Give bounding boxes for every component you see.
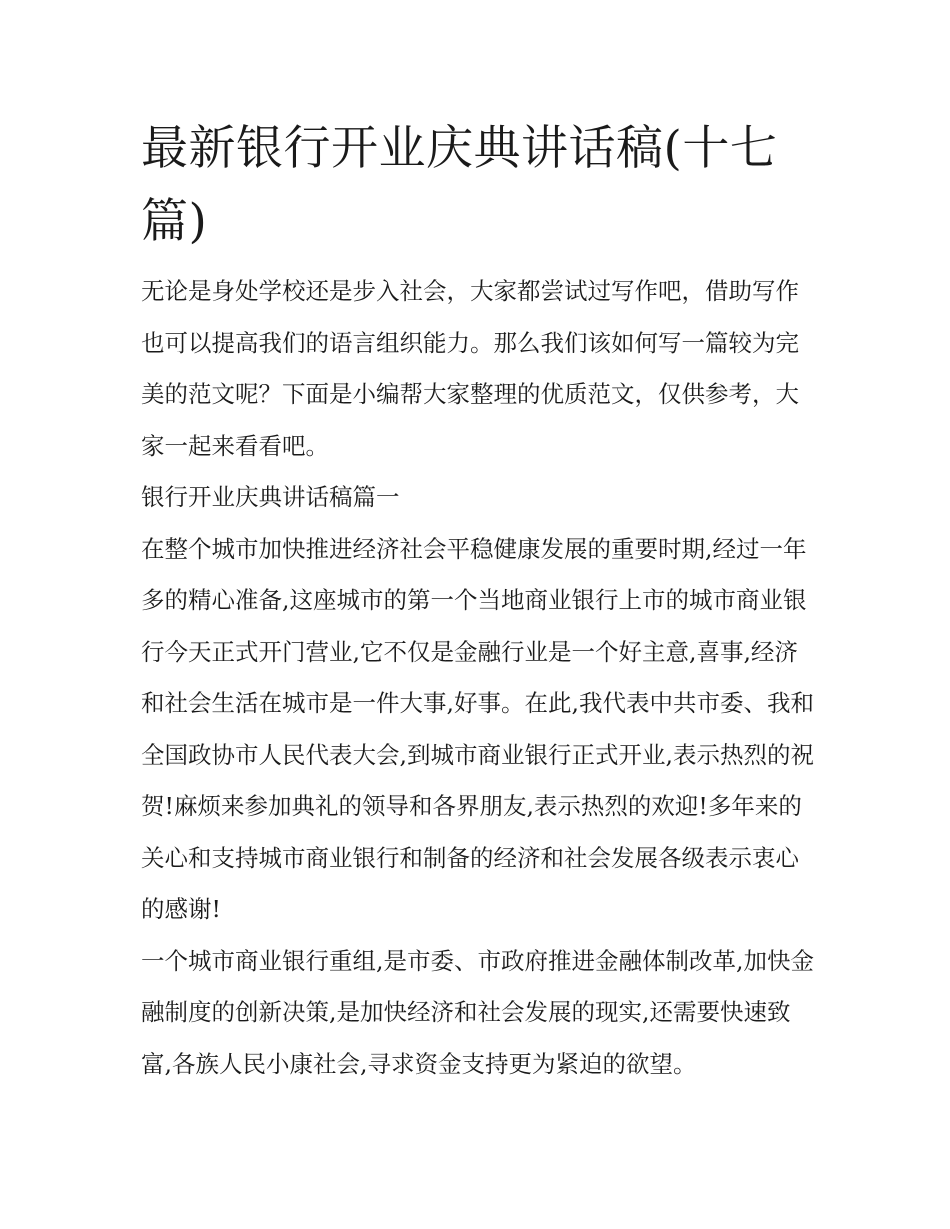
section-heading: 银行开业庆典讲话稿篇一	[141, 483, 400, 511]
document-title: 最新银行开业庆典讲话稿(十七篇)	[141, 121, 778, 249]
body-paragraph-1: 在整个城市加快推进经济社会平稳健康发展的重要时期,经过一年多的精心准备,这座城市的第一个当地商业银行上市的城市商业银行今天正式开门营业,它不仅是金融行业是一个好主意,喜事,经济和社会生活在城市是一件大事,好事。在此,我代表中共市委、我和全国政协市人民代表大会,到城市商业银行正式开业,表示热烈的祝贺!麻烦来参加典礼的领导和各界朋友,表示热烈的欢迎!多年来的关心和支持城市商业银行和制备的经济和社会发展各级表示衷心的感谢!	[141, 534, 814, 923]
document-page	[141, 112, 821, 1090]
body-paragraph-2: 一个城市商业银行重组,是市委、市政府推进金融体制改革,加快金融制度的创新决策,是加快经济和社会发展的现实,还需要快速致富,各族人民小康社会,寻求资金支持更为紧迫的欲望。	[141, 946, 814, 1078]
intro-paragraph: 无论是身处学校还是步入社会，大家都尝试过写作吧，借助写作也可以提高我们的语言组织能力。那么我们该如何写一篇较为完美的范文呢？下面是小编帮大家整理的优质范文，仅供参考，大家一起来看看吧。	[141, 277, 799, 460]
